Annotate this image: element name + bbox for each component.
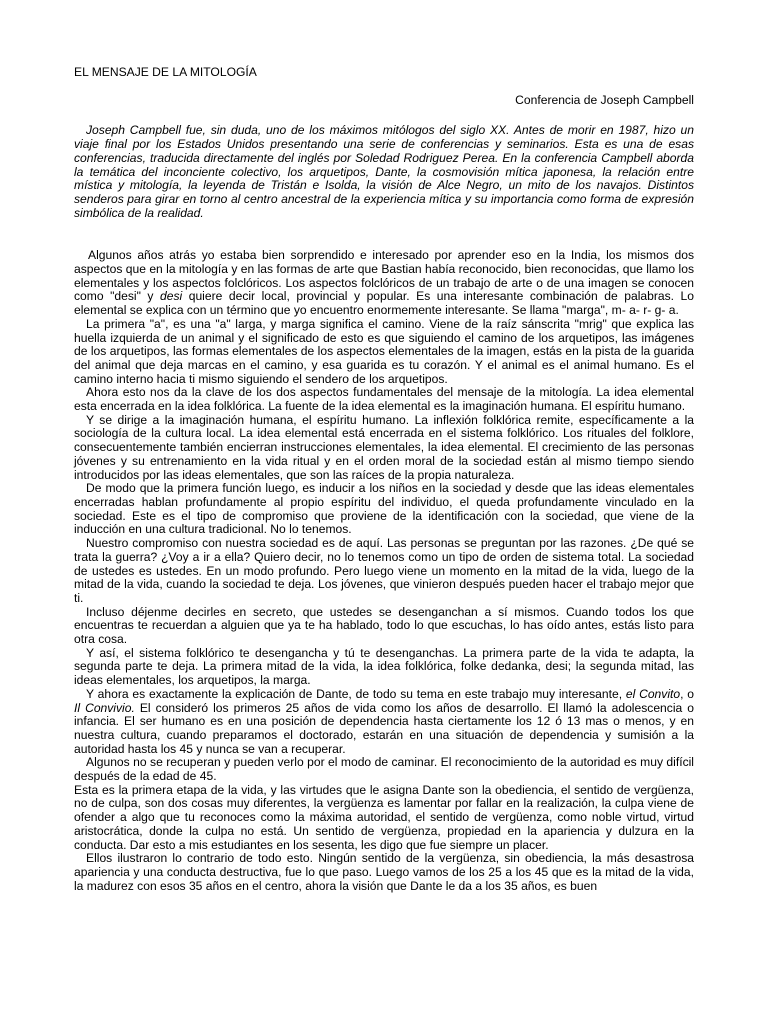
paragraph-text: , o xyxy=(680,686,694,701)
document-subtitle: Conferencia de Joseph Campbell xyxy=(515,92,694,107)
paragraph-text: Nuestro compromiso con nuestra sociedad es de aquí. Las personas se preguntan por las razones. ¿De qué se trata la guerra? ¿Voy a ir a ella? Quiero decir, no lo tenemos como un tipo de orden de sistema total. La sociedad de ustedes es ustedes. En un modo profundo. Pero luego viene un momento en la mitad de la vida, luego de la mitad de la vida, cuando la sociedad te deja. Los jóvenes, que vinieron después pueden hacer el trabajo mejor que ti. xyxy=(74,536,694,605)
body-text xyxy=(74,249,694,893)
body-paragraph xyxy=(74,537,694,606)
paragraph-text: Algunos no se recuperan y pueden verlo por el modo de caminar. El reconocimiento de la autoridad es muy difícil después de la edad de 45. xyxy=(74,755,694,784)
body-paragraph xyxy=(74,318,694,387)
paragraph-text: Y así, el sistema folklórico te desengancha y tú te desenganchas. La primera parte de la vida te adapta, la segunda parte te deja. La primera mitad de la vida, la idea folklórica, folke dedanka, desi; la segunda mitad, las ideas elementales, los arquetipos, la marga. xyxy=(74,645,694,688)
body-paragraph xyxy=(74,386,694,413)
italic-text: el Convito xyxy=(625,686,681,701)
body-paragraph xyxy=(74,688,694,757)
body-paragraph xyxy=(74,756,694,783)
paragraph-text: Y se dirige a la imaginación humana, el espíritu humano. La inflexión folklórica remite, específicamente a la sociología de la cultura local. La idea elemental está encerrada en el sistema folklórico. Los rituales del folklore, consecuentemente también encierran instrucciones elementales, la idea elemental. El crecimiento de las personas jóvenes y su entrenamiento en la vida ritual y en el orden moral de la sociedad están al mismo tiempo siendo introducidos por las ideas elementales, que son las raíces de la propia naturaleza. xyxy=(74,412,694,482)
italic-text: desi xyxy=(160,289,183,304)
paragraph-text: Y ahora es exactamente la explicación de Dante, de todo su tema en este trabajo muy interesante, xyxy=(86,686,626,701)
paragraph-text: Ellos ilustraron lo contrario de todo esto. Ningún sentido de la vergüenza, sin obediencia, la más desastrosa apariencia y una conducta destructiva, fue lo que paso. Luego vamos de los 25 a los 45 que es la mitad de la vida, la madurez con esos 35 años en el centro, ahora la visión que Dante le da a los 35 años, es buen xyxy=(74,851,694,893)
paragraph-text: El consideró los primeros 25 años de vida como los años de desarrollo. El llamó la adolescencia o infancia. El ser humano es en una posición de dependencia hasta ciertamente los 12 ó 13 mas o menos, y en nuestra cultura, cuando preparamos el doctorado, estarán en una situación de dependencia y sumisión a la autoridad hasta los 45 y nunca se van a recuperar. xyxy=(74,700,694,756)
paragraph-text: Esta es la primera etapa de la vida, y las virtudes que le asigna Dante son la obediencia, el sentido de vergüenza, no de culpa, son dos cosas muy diferentes, la vergüenza es lamentar por fallar en la realización, la culpa viene de ofender a algo que tu reconoces como la máxima autoridad, el sentido de vergüenza, como noble virtud, virtud aristocrática, donde la culpa no está. Un sentido de vergüenza, propiedad en la apariencia y dulzura en la conducta. Dar esto a mis estudiantes en los sesenta, les digo que fue siempre un placer. xyxy=(74,782,694,852)
paragraph-text: quiere decir local, provincial y popular. Es una interesante combinación de palabras. Lo elemental se explica con un término que yo encuentro enormemente interesante. Se llama "marga", m- a- r- g- a. xyxy=(74,289,695,318)
body-paragraph xyxy=(74,414,694,483)
body-paragraph xyxy=(74,249,694,318)
body-paragraph xyxy=(74,606,694,647)
body-paragraph xyxy=(74,482,694,537)
paragraph-text: De modo que la primera función luego, es inducir a los niños en la sociedad y desde que las ideas elementales encerradas hablan profundamente al propio espíritu del individuo, el queda profundamente vinculado en la sociedad. Este es el tipo de compromiso que proviene de la identificación con la sociedad, que viene de la inducción en una cultura tradicional. No lo tenemos. xyxy=(74,481,694,537)
body-paragraph xyxy=(74,647,694,688)
body-paragraph xyxy=(74,784,694,853)
paragraph-text: Ahora esto nos da la clave de los dos aspectos fundamentales del mensaje de la mitología. La idea elemental esta encerrada en la idea folklórica. La fuente de la idea elemental es la imaginación humana. El espíritu humano. xyxy=(74,385,694,414)
italic-text: Il Convivio. xyxy=(74,700,135,715)
document-page xyxy=(74,66,694,893)
paragraph-text: La primera "a", es una "a" larga, y marga significa el camino. Viene de la raíz sánscrita "mrig" que explica las huella izquierda de un animal y el significado de esto es que siguiendo el camino de los arquetipos, las imágenes de los arquetipos, las formas elementales de los aspectos elementales de la imagen, estás en la pista de la guarida del animal que deja marcas en el camino, y esa guarida es tu corazón. Y el animal es el animal humano. Es el camino interno hacia ti mismo siguiendo el sendero de los arquetipos. xyxy=(74,316,694,386)
abstract: Joseph Campbell fue, sin duda, uno de los máximos mitólogos del siglo XX. Antes de morir en 1987, hizo un viaje final por los Estados Unidos presentando una serie de conferencias y seminarios. Esta es una de esas conferencias, traducida directamente del inglés por Soledad Rodriguez Perea. En la conferencia Campbell aborda la temática del inconciente colectivo, los arquetipos, Dante, la cosmovisión mítica japonesa, la relación entre mística y mitología, la leyenda de Tristán e Isolda, la visión de Alce Negro, un mito de los navajos. Distintos senderos para girar en torno al centro ancestral de la experiencia mítica y su importancia como forma de expresión simbólica de la realidad. xyxy=(74,123,694,220)
paragraph-text: Algunos años atrás yo estaba bien sorprendido e interesado por aprender eso en la India, los mismos dos aspectos que en la mitología y en las formas de arte que Bastian había reconocido, bien reconocidas, que llamo los elementales y los aspectos folclóricos. Los aspectos folclóricos de un trabajo de arte o de una imagen se conocen como "desi" y xyxy=(74,248,694,304)
body-paragraph xyxy=(74,852,694,893)
document-title: EL MENSAJE DE LA MITOLOGÍA xyxy=(74,65,257,79)
paragraph-text: Incluso déjenme decirles en secreto, que ustedes se desenganchan a sí mismos. Cuando todos los que encuentras te recuerdan a alguien que ya te ha hablado, todo lo que escuchas, lo has oído antes, estás listo para otra cosa. xyxy=(74,604,694,647)
